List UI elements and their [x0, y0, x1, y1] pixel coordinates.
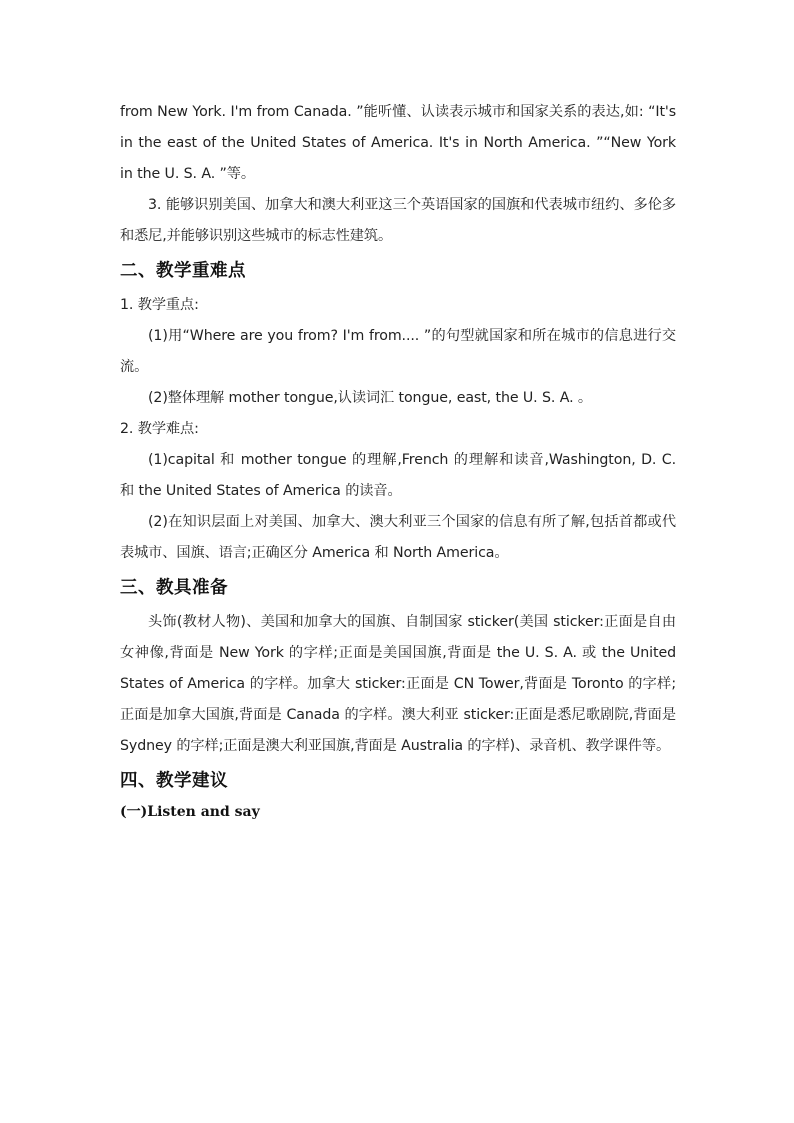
intro-paragraph-1: from New York. I'm from Canada. ”能听懂、认读表示城市和国家关系的表达,如: “It's in the east of the United States of America. It's in North America. ”“New York in the U. S. A. ”等。 [120, 104, 676, 182]
subheading-listen-and-say: (一)Listen and say [120, 804, 260, 820]
document-page [120, 97, 676, 824]
intro-paragraph-2: 3. 能够识别美国、加拿大和澳大利亚这三个英语国家的国旗和代表城市纽约、多伦多和悉尼,并能够识别这些城市的标志性建筑。 [120, 197, 676, 244]
materials-paragraph: 头饰(教材人物)、美国和加拿大的国旗、自制国家 sticker(美国 sticker:正面是自由女神像,背面是 New York 的字样;正面是美国国旗,背面是 the U. S. A. 或 the United States of America 的字样。加拿大 sticker:正面是 CN Tower,背面是 Toronto 的字样;正面是加拿大国旗,背面是 Canada 的字样。澳大利亚 sticker:正面是悉尼歌剧院,背面是 Sydney 的字样;正面是澳大利亚国旗,背面是 Australia 的字样)、录音机、教学课件等。 [120, 614, 676, 754]
section-heading-key-difficulties: 二、教学重难点 [120, 261, 246, 281]
difficult-point-1: (1)capital 和 mother tongue 的理解,French 的理解和读音,Washington, D. C. 和 the United States of America 的读音。 [120, 452, 676, 499]
key-points-label: 1. 教学重点: [120, 297, 199, 313]
difficult-points-label: 2. 教学难点: [120, 421, 199, 437]
section-heading-suggestions: 四、教学建议 [120, 771, 228, 791]
section-heading-materials: 三、教具准备 [120, 578, 228, 598]
key-point-2: (2)整体理解 mother tongue,认读词汇 tongue, east, the U. S. A. 。 [148, 390, 592, 406]
key-point-1: (1)用“Where are you from? I'm from.... ”的句型就国家和所在城市的信息进行交流。 [120, 328, 676, 375]
difficult-point-2: (2)在知识层面上对美国、加拿大、澳大利亚三个国家的信息有所了解,包括首都或代表城市、国旗、语言;正确区分 America 和 North America。 [120, 514, 676, 561]
